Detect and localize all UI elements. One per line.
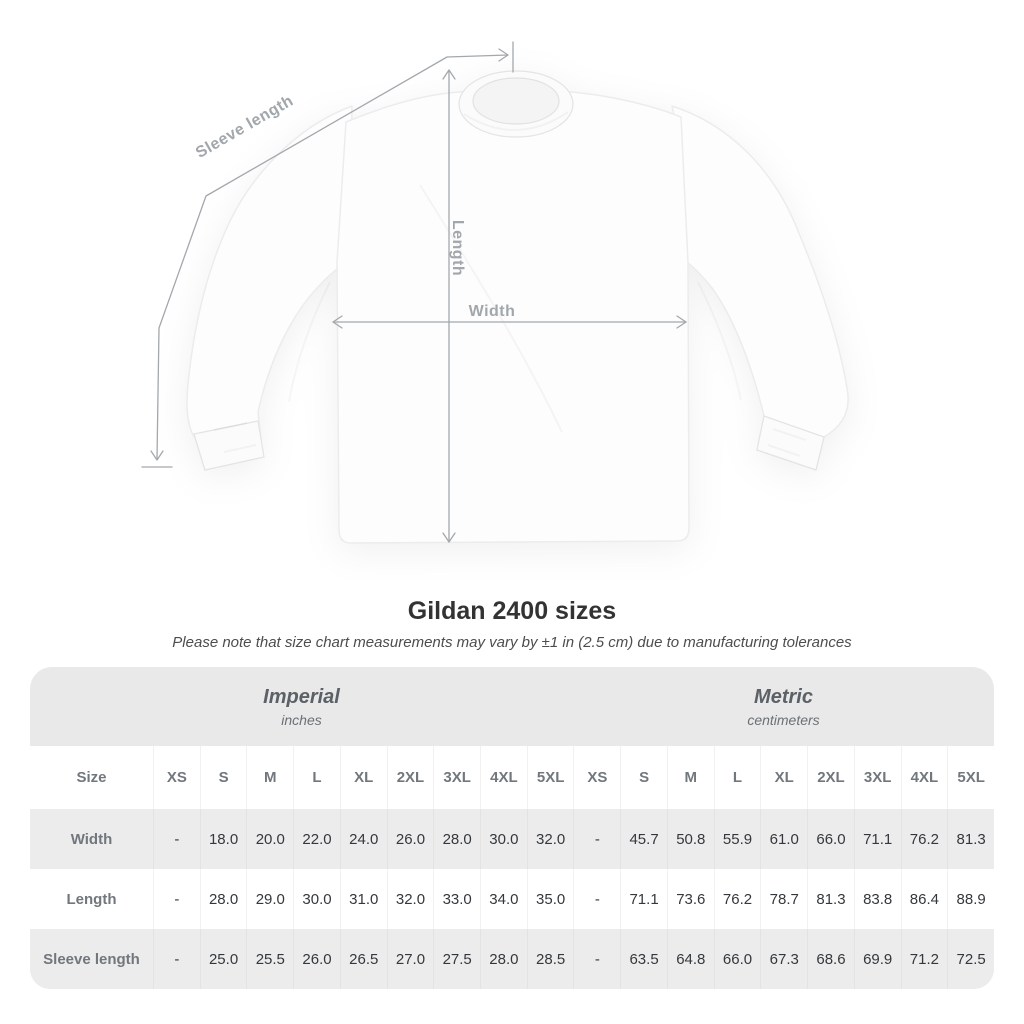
cell-value: 71.2 — [901, 929, 948, 989]
unit-band — [30, 667, 994, 746]
cell-value: 27.0 — [387, 929, 434, 989]
cell-value: 30.0 — [293, 869, 340, 929]
cell-value: 81.3 — [807, 869, 854, 929]
cell-value: 34.0 — [480, 869, 527, 929]
size-col-header: XL — [760, 746, 807, 809]
size-col-header: M — [246, 746, 293, 809]
size-col-header: 2XL — [807, 746, 854, 809]
cell-value: 69.9 — [854, 929, 901, 989]
cell-value: 66.0 — [807, 809, 854, 869]
cell-value: - — [573, 869, 620, 929]
size-col-header: L — [293, 746, 340, 809]
size-col-header: 2XL — [387, 746, 434, 809]
cell-value: 30.0 — [480, 809, 527, 869]
row-label: Sleeve length — [30, 929, 153, 989]
width-label: Width — [468, 303, 516, 320]
size-col-header: XL — [340, 746, 387, 809]
cell-value: 28.0 — [433, 809, 480, 869]
cell-value: 29.0 — [246, 869, 293, 929]
size-col-header: 3XL — [854, 746, 901, 809]
size-col-header: 4XL — [480, 746, 527, 809]
size-col-header: XS — [573, 746, 620, 809]
shirt-collar-opening — [473, 78, 559, 124]
cell-value: - — [153, 929, 200, 989]
cell-value: 26.5 — [340, 929, 387, 989]
cell-value: 64.8 — [667, 929, 714, 989]
cell-value: 35.0 — [527, 869, 574, 929]
unit-group-imperial — [30, 667, 573, 746]
cell-value: - — [573, 929, 620, 989]
cell-value: 25.5 — [246, 929, 293, 989]
size-table-grid — [30, 746, 994, 989]
size-col-header: 4XL — [901, 746, 948, 809]
cell-value: 24.0 — [340, 809, 387, 869]
unit-group-sublabel: centimeters — [747, 711, 820, 728]
size-header-label: Size — [30, 746, 153, 809]
size-col-header: S — [620, 746, 667, 809]
page-title: Gildan 2400 sizes — [407, 597, 617, 625]
cell-value: 86.4 — [901, 869, 948, 929]
cell-value: 63.5 — [620, 929, 667, 989]
size-col-header: 3XL — [433, 746, 480, 809]
cell-value: 76.2 — [901, 809, 948, 869]
cell-value: 81.3 — [947, 809, 994, 869]
cell-value: - — [573, 809, 620, 869]
cell-value: 71.1 — [854, 809, 901, 869]
cell-value: 66.0 — [714, 929, 761, 989]
size-col-header: S — [200, 746, 247, 809]
cell-value: 73.6 — [667, 869, 714, 929]
cell-value: 32.0 — [527, 809, 574, 869]
title-block — [0, 596, 1024, 651]
row-label: Width — [30, 809, 153, 869]
cell-value: 26.0 — [293, 929, 340, 989]
cell-value: 18.0 — [200, 809, 247, 869]
cell-value: 32.0 — [387, 869, 434, 929]
cell-value: 78.7 — [760, 869, 807, 929]
cell-value: 68.6 — [807, 929, 854, 989]
cell-value: 61.0 — [760, 809, 807, 869]
size-col-header: L — [714, 746, 761, 809]
size-col-header: 5XL — [527, 746, 574, 809]
shirt-illustration — [187, 71, 848, 543]
row-label: Length — [30, 869, 153, 929]
cell-value: 83.8 — [854, 869, 901, 929]
cell-value: 72.5 — [947, 929, 994, 989]
cell-value: 50.8 — [667, 809, 714, 869]
unit-group-metric — [573, 667, 994, 746]
cell-value: 76.2 — [714, 869, 761, 929]
cell-value: - — [153, 809, 200, 869]
sleeve-length-label: Sleeve length — [193, 92, 297, 162]
unit-group-sublabel: inches — [281, 711, 322, 728]
cell-value: 22.0 — [293, 809, 340, 869]
cell-value: - — [153, 869, 200, 929]
cell-value: 33.0 — [433, 869, 480, 929]
size-chart-table — [30, 667, 994, 989]
unit-group-label: Imperial — [263, 685, 340, 708]
cell-value: 67.3 — [760, 929, 807, 989]
cell-value: 25.0 — [200, 929, 247, 989]
size-col-header: 5XL — [947, 746, 994, 809]
cell-value: 31.0 — [340, 869, 387, 929]
length-label: Length — [449, 219, 466, 277]
cell-value: 45.7 — [620, 809, 667, 869]
cell-value: 28.0 — [200, 869, 247, 929]
cell-value: 28.5 — [527, 929, 574, 989]
cell-value: 71.1 — [620, 869, 667, 929]
cell-value: 26.0 — [387, 809, 434, 869]
cell-value: 20.0 — [246, 809, 293, 869]
cell-value: 28.0 — [480, 929, 527, 989]
cell-value: 27.5 — [433, 929, 480, 989]
shirt-right-sleeve — [672, 106, 848, 470]
page-subtitle: Please note that size chart measurements may vary by ±1 in (2.5 cm) due to manufacturing tolerances — [172, 634, 852, 651]
size-col-header: XS — [153, 746, 200, 809]
size-col-header: M — [667, 746, 714, 809]
cell-value: 88.9 — [947, 869, 994, 929]
unit-group-label: Metric — [754, 685, 813, 708]
cell-value: 55.9 — [714, 809, 761, 869]
